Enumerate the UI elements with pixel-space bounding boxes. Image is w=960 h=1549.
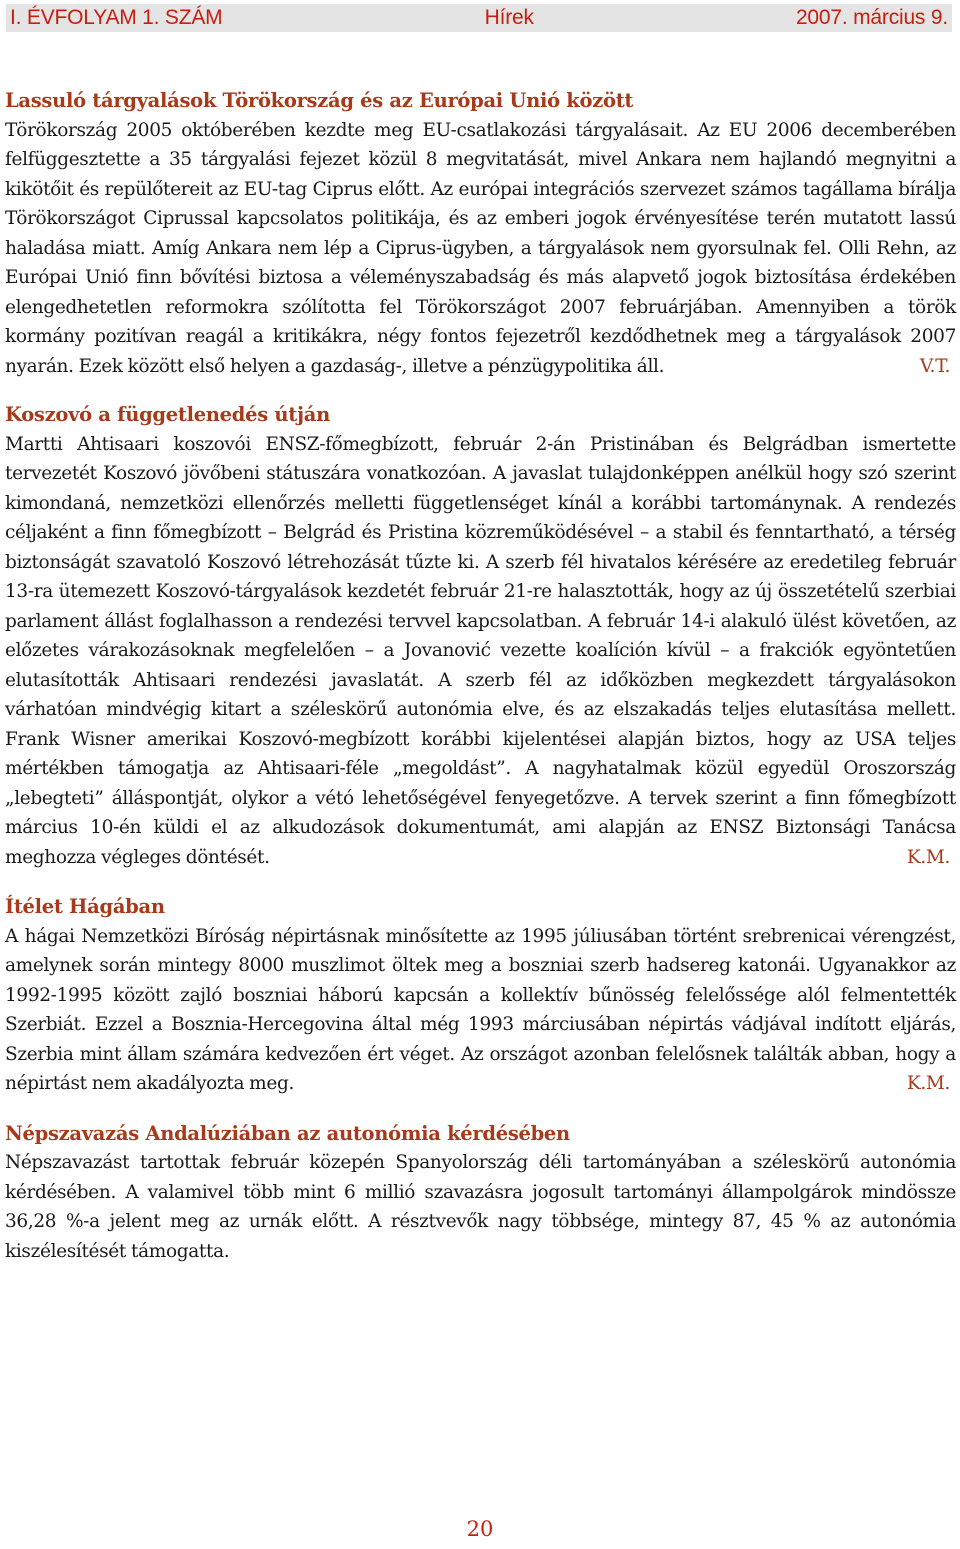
article-body [5,922,956,1099]
author-signature: V.T. [919,355,950,377]
running-header [6,4,952,32]
article-body [5,430,956,873]
article-hague-verdict [5,892,956,1099]
article-text: Martti Ahtisaari koszovói ENSZ-főmegbízott, február 2-án Pristinában és Belgrádban ismertette tervezetét Koszovó jövőbeni státuszára vonatkozóan. A javaslat tulajdonképpen anélkül hogy szó szerint kimondaná, nemzetközi ellenőrzés melletti függetlenséget kínál a korábbi tartománynak. A rendezés céljaként a finn főmegbízott – Belgrád és Pristina közreműködésével – a stabil és fenntartható, a térség biztonságát szavatoló Koszovó létrehozását tűzte ki. A szerb fél hivatalos kérésére az eredetileg február 13-ra ütemezett Koszovó-tárgyalások kezdetét február 21-re halasztották, hogy az új összetételű szerbiai parlament állást foglalhasson a rendezési tervvel kapcsolatban. A február 14-i alakuló ülést követően, az előzetes várakozásoknak megfelelően – a Jovanović vezette koalíción kívül – a frakciók egyöntetűen elutasították Ahtisaari rendezési javaslatát. A szerb fél az időközben megkezdett tárgyalásokon várhatóan mindvégig kitart a széleskörű autonómia elve, és az elszakadás teljes elutasítása mellett. Frank Wisner amerikai Koszovó-megbízott korábbi kijelentései alapján biztos, hogy az USA teljes mértékben támogatja az Ahtisaari-féle „megoldást”. A nagyhatalmak közül egyedül Oroszország „lebegteti” álláspontját, olykor a vétó lehetőségével fenyegetőzve. A tervek szerint a finn főmegbízott március 10-én küldi el az alkudozások dokumentumát, ami alapján az ENSZ Biztonsági Tanácsa meghozza végleges döntését. [5,433,956,868]
issue-date: 2007. március 9. [795,6,948,29]
article-text: Népszavazást tartottak február közepén Spanyolország déli tartományában a széleskörű autonómia kérdésében. A valamivel több mint 6 millió szavazásra jogosult tartományi állampolgárok mindössze 36,28 %-a jelent meg az urnák előtt. A résztvevők nagy többsége, mintegy 87, 45 % az autonómia kiszélesítését támogatta. [5,1152,956,1262]
section-label: Hírek [484,6,534,29]
page-number: 20 [466,1517,494,1541]
article-title: Ítélet Hágában [5,895,165,918]
volume-label: I. ÉVFOLYAM 1. SZÁM [10,6,223,29]
article-title: Koszovó a függetlenedés útján [5,403,330,426]
article-title: Lassuló tárgyalások Törökország és az Európai Unió között [5,89,634,112]
article-column [5,86,956,1266]
article-kosovo [5,400,956,872]
author-signature: K.M. [906,846,950,868]
author-signature: K.M. [906,1073,950,1094]
article-text: A hágai Nemzetközi Bíróság népirtásnak minősítette az 1995 júliusában történt srebrenicai vérengzést, amelynek során mintegy 8000 muszlimot öltek meg a boszniai szerb hadsereg katonái. Ugyanakkor az 1992-1995 között zajló boszniai háború kapcsán a kollektív bűnösség felelőssége alól felmentették Szerbiát. Ezzel a Bosznia-Hercegovina által még 1993 márciusában népirtás vádjával indított eljárás, Szerbia mint állam számára kedvezően ért véget. Az országot azonban felelősnek találták abban, hogy a népirtást nem akadályozta meg. [5,925,956,1094]
article-turkey-eu [5,86,956,381]
article-title: Népszavazás Andalúziában az autonómia kérdésében [5,1121,570,1145]
article-text: Törökország 2005 októberében kezdte meg EU-csatlakozási tárgyalásait. Az EU 2006 decemberében felfüggesztette a 35 tárgyalási fejezet közül 8 megvitatását, mivel Ankara nem hajlandó megnyitni a kikötőit és repülőtereit az EU-tag Ciprus előtt. Az európai integrációs szervezet számos tagállama bírálja Törökországot Ciprussal kapcsolatos politikája, és az emberi jogok érvényesítése terén mutatott lassú haladása miatt. Amíg Ankara nem lép a Ciprus-ügyben, a tárgyalások nem gyorsulnak fel. Olli Rehn, az Európai Unió finn bővítési biztosa a véleményszabadság és más alapvető jogok biztosítása érdekében elengedhetetlen reformokra szólította fel Törökországot 2007 februárjában. Amennyiben a török kormány pozitívan reagál a kritikákra, négy fontos fejezetről kezdődhetnek meg a tárgyalások 2007 nyarán. Ezek között első helyen a gazdaság-, illetve a pénzügypolitika áll. [5,119,956,377]
article-andalusia-referendum [5,1119,956,1267]
article-body [5,116,956,382]
article-body [5,1148,956,1266]
